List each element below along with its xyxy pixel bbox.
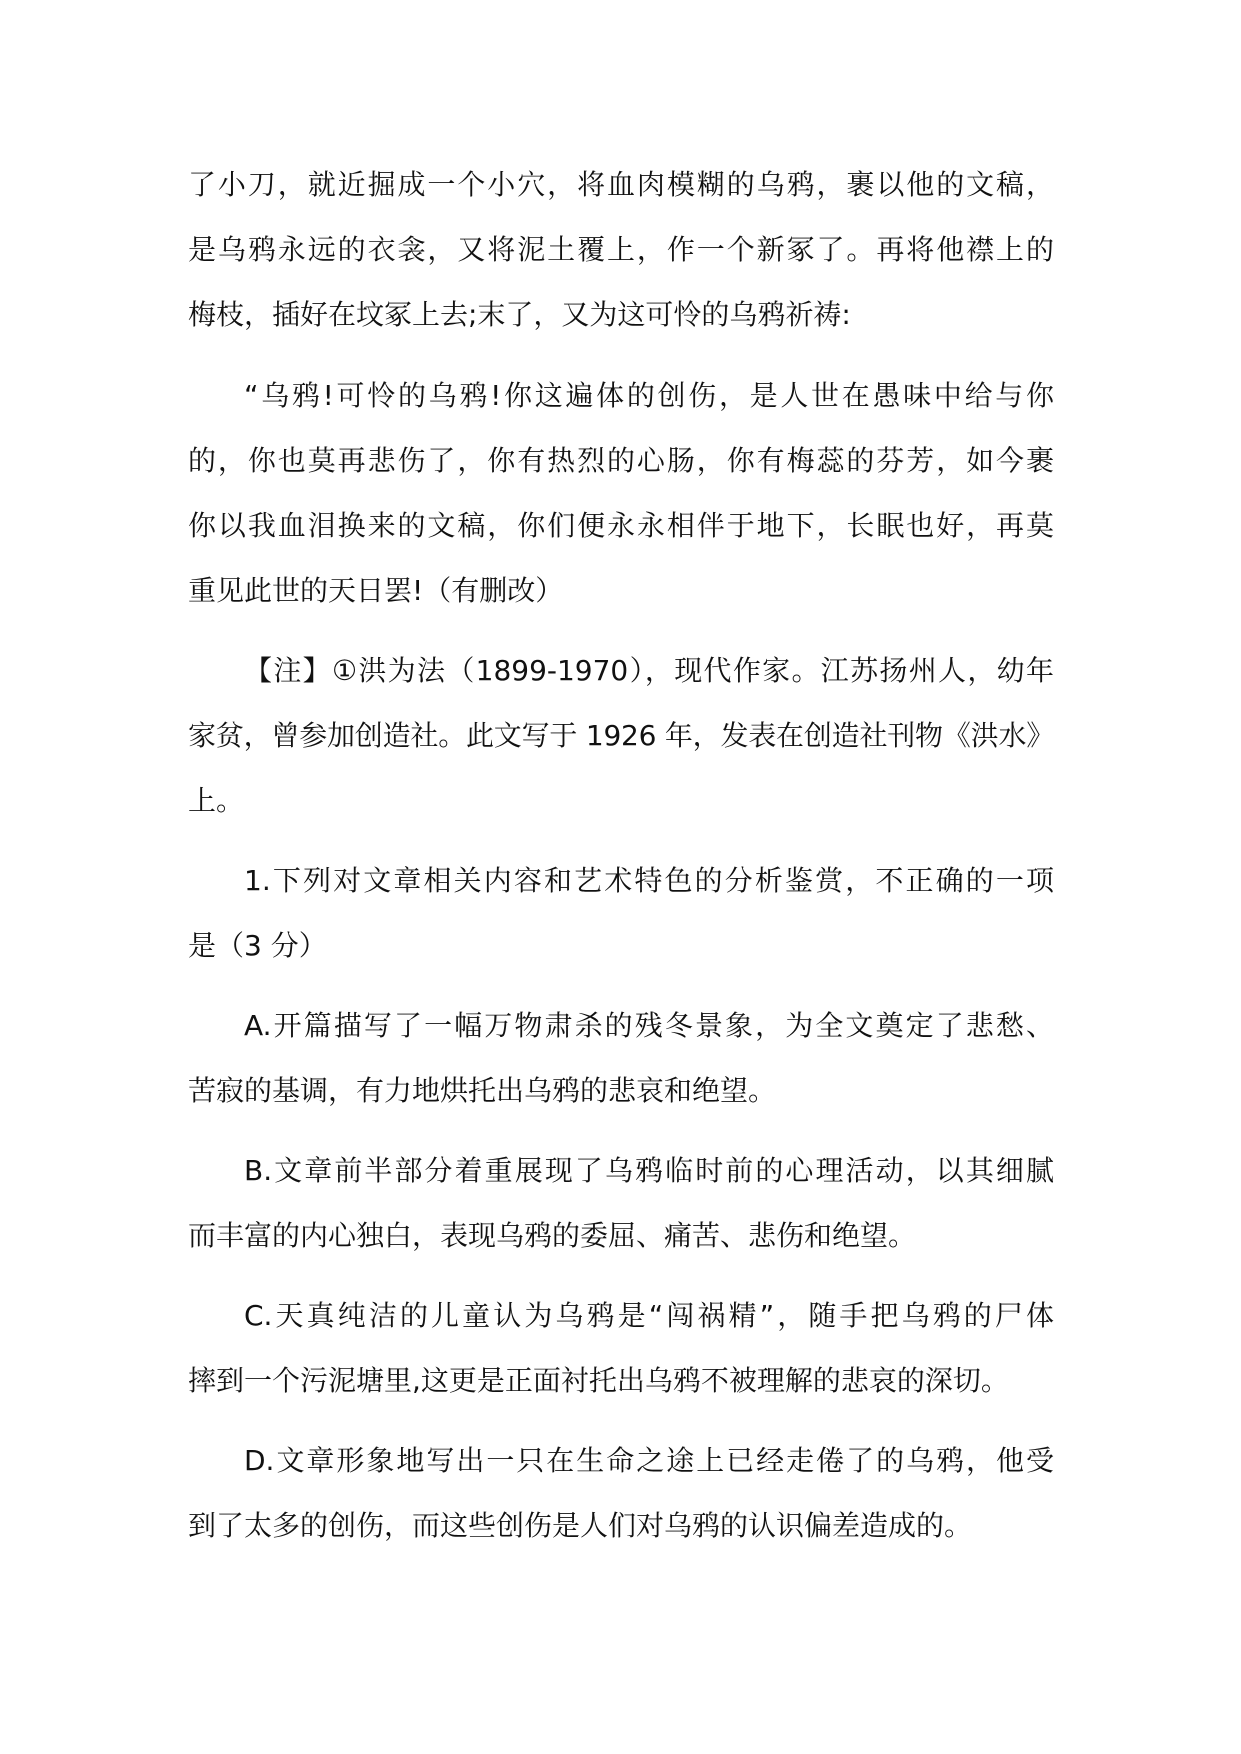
text-line: B.文章前半部分着重展现了乌鸦临时前的心理活动，以其细腻 — [244, 1154, 1054, 1187]
text-line: 是（3 分） — [188, 929, 327, 962]
body-paragraph-prayer — [188, 363, 1054, 623]
body-paragraph-burial — [188, 152, 1054, 347]
option-d — [188, 1428, 1054, 1558]
text-line: 到了太多的创伤，而这些创伤是人们对乌鸦的认识偏差造成的。 — [188, 1509, 973, 1542]
footnote-paragraph — [188, 638, 1054, 833]
option-c — [188, 1283, 1054, 1413]
text-line: 你以我血泪换来的文稿，你们便永永相伴于地下，长眠也好，再莫 — [188, 509, 1054, 542]
text-line: 重见此世的天日罢!（有删改） — [188, 574, 564, 607]
text-line: 苦寂的基调，有力地烘托出乌鸦的悲哀和绝望。 — [188, 1074, 777, 1107]
text-line: 上。 — [188, 784, 245, 817]
text-line: 是乌鸦永远的衣衾，又将泥土覆上，作一个新冢了。再将他襟上的 — [188, 233, 1054, 266]
option-b — [188, 1138, 1054, 1268]
text-line: 的，你也莫再悲伤了，你有热烈的心肠，你有梅蕊的芬芳，如今裹 — [188, 444, 1054, 477]
text-line: 了小刀，就近掘成一个小穴，将血肉模糊的乌鸦，裹以他的文稿， — [188, 168, 1054, 201]
text-line: 【注】①洪为法（1899-1970），现代作家。江苏扬州人，幼年 — [244, 654, 1054, 687]
text-line: D.文章形象地写出一只在生命之途上已经走倦了的乌鸦，他受 — [244, 1444, 1054, 1477]
text-line: 而丰富的内心独白，表现乌鸦的委屈、痛苦、悲伤和绝望。 — [188, 1219, 917, 1252]
text-line: 1.下列对文章相关内容和艺术特色的分析鉴赏，不正确的一项 — [244, 864, 1054, 897]
text-line: 梅枝，插好在坟冢上去;末了，又为这可怜的乌鸦祈祷: — [188, 298, 851, 331]
text-line: 家贫，曾参加创造社。此文写于 1926 年，发表在创造社刊物《洪水》 — [188, 719, 1054, 752]
text-line: 摔到一个污泥塘里,这更是正面衬托出乌鸦不被理解的悲哀的深切。 — [188, 1364, 1009, 1397]
text-line: “乌鸦!可怜的乌鸦!你这遍体的创伤，是人世在愚味中给与你 — [244, 379, 1054, 412]
text-line: A.开篇描写了一幅万物肃杀的残冬景象，为全文奠定了悲愁、 — [244, 1009, 1054, 1042]
question-stem — [188, 848, 1054, 978]
option-a — [188, 993, 1054, 1123]
text-line: C.天真纯洁的儿童认为乌鸦是“闯祸精”，随手把乌鸦的尸体 — [244, 1299, 1054, 1332]
